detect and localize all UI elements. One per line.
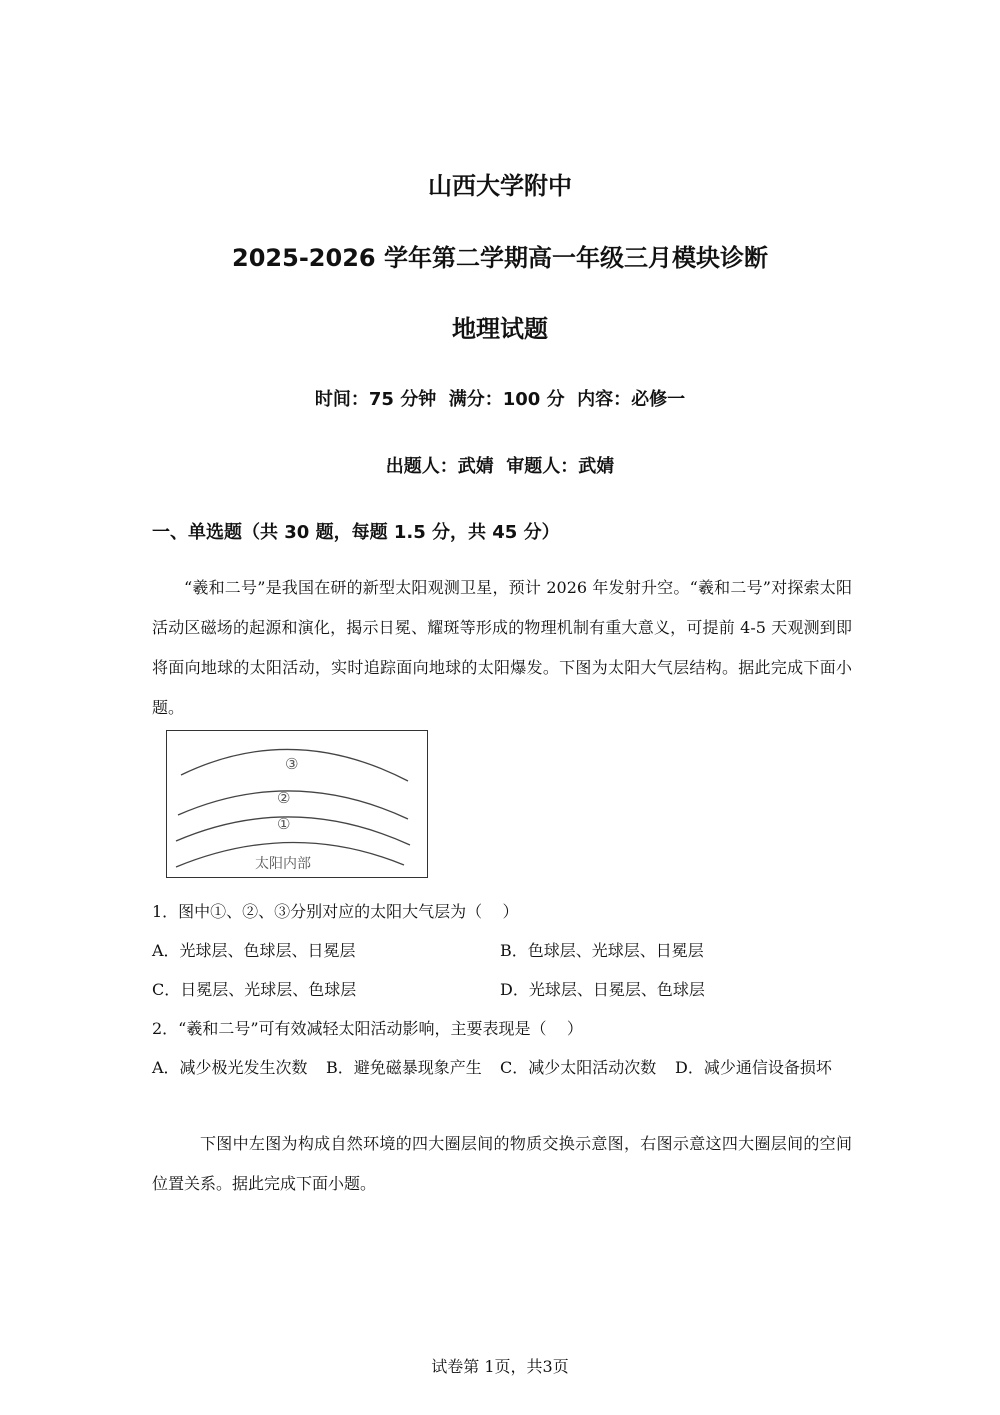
page-footer: 试卷第 1页，共3页: [431, 1357, 569, 1376]
passage-1: “羲和二号”是我国在研的新型太阳观测卫星，预计 2026 年发射升空。“羲和二号”对探索太阳活动区磁场的起源和演化，揭示日冕、耀斑等形成的物理机制有重大意义，可提前 4-5 天观测到即将面向地球的太阳活动，实时追踪面向地球的太阳爆发。下图为太阳大气层结构。据此完成下面小题。: [152, 578, 852, 717]
layer-label-3: ③: [285, 755, 299, 773]
exam-authors: 出题人：武婧 审题人：武婧: [385, 456, 615, 477]
layer-label-2: ②: [277, 789, 291, 807]
question-2-option-c: C．减少太阳活动次数: [500, 1058, 657, 1077]
sun-interior-label: 太阳内部: [255, 856, 311, 872]
question-1-option-a: A．光球层、色球层、日冕层: [152, 941, 356, 960]
exam-title: 2025-2026 学年第二学期高一年级三月模块诊断: [232, 244, 768, 272]
passage-2: 下图中左图为构成自然环境的四大圈层间的物质交换示意图，右图示意这四大圈层间的空间位置关系。据此完成下面小题。: [152, 1134, 852, 1193]
school-name: 山西大学附中: [428, 172, 572, 200]
question-2-option-d: D．减少通信设备损坏: [675, 1058, 832, 1077]
question-1-option-c: C．日冕层、光球层、色球层: [152, 980, 357, 999]
question-1-option-b: B．色球层、光球层、日冕层: [500, 941, 704, 960]
layer-label-1: ①: [277, 815, 291, 833]
sun-atmosphere-figure: [166, 730, 428, 878]
section-heading: 一、单选题（共 30 题，每题 1.5 分，共 45 分）: [152, 522, 560, 543]
subject-title: 地理试题: [452, 315, 548, 343]
exam-info: 时间：75 分钟 满分：100 分 内容：必修一: [314, 389, 686, 410]
question-1-option-d: D．光球层、日冕层、色球层: [500, 980, 705, 999]
question-2-stem: 2．“羲和二号”可有效减轻太阳活动影响，主要表现是（ ）: [152, 1019, 583, 1038]
question-2-option-b: B．避免磁暴现象产生: [326, 1058, 482, 1077]
question-1-stem: 1．图中①、②、③分别对应的太阳大气层为（ ）: [152, 902, 519, 921]
question-2-option-a: A．减少极光发生次数: [152, 1058, 308, 1077]
